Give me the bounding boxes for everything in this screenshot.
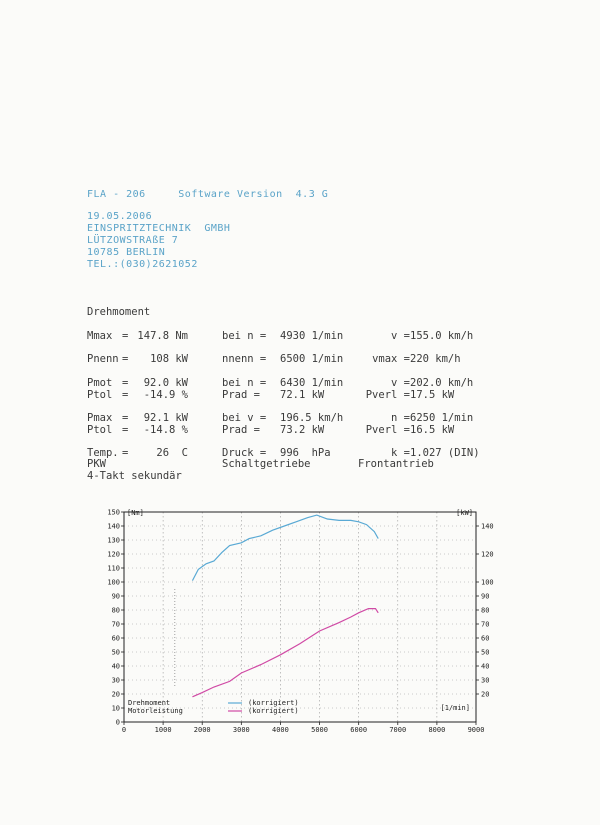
table-cell: Mmax — [87, 330, 113, 342]
left-axis-tick-label: 60 — [111, 634, 120, 643]
x-axis-unit: [1/min] — [440, 704, 470, 712]
company-name: EINSPRITZTECHNIK GMBH — [87, 223, 231, 234]
gearbox-type: Schaltgetriebe — [222, 458, 311, 470]
table-cell: = — [122, 377, 129, 389]
x-axis-tick-label: 7000 — [389, 726, 407, 734]
table-cell: Prad = — [222, 424, 260, 436]
left-axis-tick-label: 90 — [111, 592, 120, 601]
left-axis-tick-label: 150 — [107, 508, 120, 517]
plot-frame — [124, 512, 476, 722]
right-axis-tick-label: 90 — [481, 592, 490, 601]
table-cell: = — [122, 389, 129, 401]
table-cell: 196.5 km/h — [280, 412, 344, 424]
right-axis-tick-label: 50 — [481, 648, 490, 657]
series-line-power — [192, 609, 378, 697]
table-cell: v = — [391, 330, 410, 342]
table-cell: = — [122, 412, 129, 424]
engine-type: 4-Takt sekundär — [87, 470, 182, 482]
table-cell: 6500 1/min — [280, 353, 344, 365]
section-title: Drehmoment — [87, 306, 151, 318]
left-axis-tick-label: 10 — [111, 704, 120, 713]
table-cell: bei n = — [222, 330, 267, 342]
x-axis-tick-label: 8000 — [428, 726, 446, 734]
left-axis-tick-label: 70 — [111, 620, 120, 629]
x-axis-tick-label: 1000 — [154, 726, 172, 734]
table-cell: = — [122, 424, 129, 436]
x-axis-tick-label: 0 — [121, 726, 127, 734]
table-cell: Pnenn — [87, 353, 119, 365]
x-axis-tick-label: 5000 — [311, 726, 328, 734]
company-city: 10785 BERLIN — [87, 247, 166, 258]
left-axis-tick-label: 130 — [107, 536, 120, 545]
left-axis-tick-label: 120 — [107, 550, 120, 559]
right-axis-tick-label: 20 — [481, 690, 490, 699]
x-axis-tick-label: 3000 — [232, 726, 250, 734]
left-axis-tick-label: 110 — [107, 564, 120, 573]
table-cell: 73.2 kW — [280, 424, 325, 436]
left-axis-tick-label: 0 — [115, 718, 120, 727]
table-cell: k = — [391, 447, 410, 459]
table-cell: Pmax — [87, 412, 113, 424]
table-cell: 26 C — [156, 447, 188, 459]
left-axis-tick-label: 140 — [107, 522, 120, 531]
table-cell: Pmot — [87, 377, 113, 389]
table-cell: Ptol — [87, 389, 113, 401]
table-cell: 6430 1/min — [280, 377, 344, 389]
table-cell: 92.0 kW — [143, 377, 188, 389]
legend-note-torque: (korrigiert) — [248, 699, 299, 707]
table-cell: = — [122, 353, 129, 365]
table-cell: 6250 1/min — [410, 412, 474, 424]
table-cell: Prad = — [222, 389, 260, 401]
table-cell: Ptol — [87, 424, 113, 436]
legend-label-torque: Drehmoment — [128, 699, 171, 707]
right-axis-tick-label: 100 — [481, 578, 494, 587]
left-axis-unit: [Nm] — [127, 509, 144, 517]
table-cell: = — [122, 447, 129, 459]
table-cell: -14.9 % — [143, 389, 188, 401]
legend-note-power: (korrigiert) — [248, 707, 299, 715]
table-cell: vmax = — [372, 353, 410, 365]
table-cell: 1.027 (DIN) — [410, 447, 480, 459]
x-axis-tick-label: 6000 — [350, 726, 368, 734]
right-axis-tick-label: 30 — [481, 676, 490, 685]
table-cell: bei v = — [222, 412, 267, 424]
left-axis-tick-label: 20 — [111, 690, 120, 699]
legend-label-power: Motorleistung — [128, 707, 183, 715]
right-axis-tick-label: 70 — [481, 620, 490, 629]
company-street: LÜTZOWSTRAßE 7 — [87, 235, 179, 246]
right-axis-tick-label: 40 — [481, 662, 490, 671]
drive-type: Frontantrieb — [358, 458, 434, 470]
table-cell: Druck = — [222, 447, 267, 459]
table-cell: Temp. — [87, 447, 119, 459]
right-axis-tick-label: 60 — [481, 634, 490, 643]
table-cell: nnenn = — [222, 353, 267, 365]
table-cell: n = — [391, 412, 410, 424]
table-cell: 996 hPa — [280, 447, 331, 459]
table-cell: 147.8 Nm — [137, 330, 188, 342]
device-software-line: FLA - 206 Software Version 4.3 G — [87, 189, 329, 200]
right-axis-unit: [kW] — [456, 509, 473, 517]
x-axis-tick-label: 2000 — [193, 726, 211, 734]
table-cell: Pverl = — [365, 389, 410, 401]
table-cell: 92.1 kW — [143, 412, 188, 424]
table-cell: 155.0 km/h — [410, 330, 474, 342]
table-cell: 72.1 kW — [280, 389, 325, 401]
table-cell: bei n = — [222, 377, 267, 389]
table-cell: Pverl = — [365, 424, 410, 436]
table-cell: v = — [391, 377, 410, 389]
series-line-torque — [192, 515, 378, 581]
table-cell: 16.5 kW — [410, 424, 455, 436]
right-axis-tick-label: 120 — [481, 550, 494, 559]
left-axis-tick-label: 50 — [111, 648, 120, 657]
table-cell: 17.5 kW — [410, 389, 455, 401]
table-cell: 108 kW — [150, 353, 188, 365]
right-axis-tick-label: 80 — [481, 606, 490, 615]
table-cell: 220 km/h — [410, 353, 461, 365]
table-cell: = — [122, 330, 129, 342]
company-phone: TEL.:(030)2621052 — [87, 259, 198, 270]
date: 19.05.2006 — [87, 211, 153, 222]
left-axis-tick-label: 30 — [111, 676, 120, 685]
x-axis-tick-label: 4000 — [272, 726, 289, 734]
right-axis-tick-label: 140 — [481, 522, 494, 531]
left-axis-tick-label: 40 — [111, 662, 120, 671]
table-cell: -14.8 % — [143, 424, 188, 436]
table-cell: 4930 1/min — [280, 330, 344, 342]
left-axis-tick-label: 80 — [111, 606, 120, 615]
table-cell: 202.0 km/h — [410, 377, 474, 389]
vehicle-type: PKW — [87, 458, 106, 470]
x-axis-tick-label: 9000 — [467, 726, 485, 734]
left-axis-tick-label: 100 — [107, 578, 120, 587]
